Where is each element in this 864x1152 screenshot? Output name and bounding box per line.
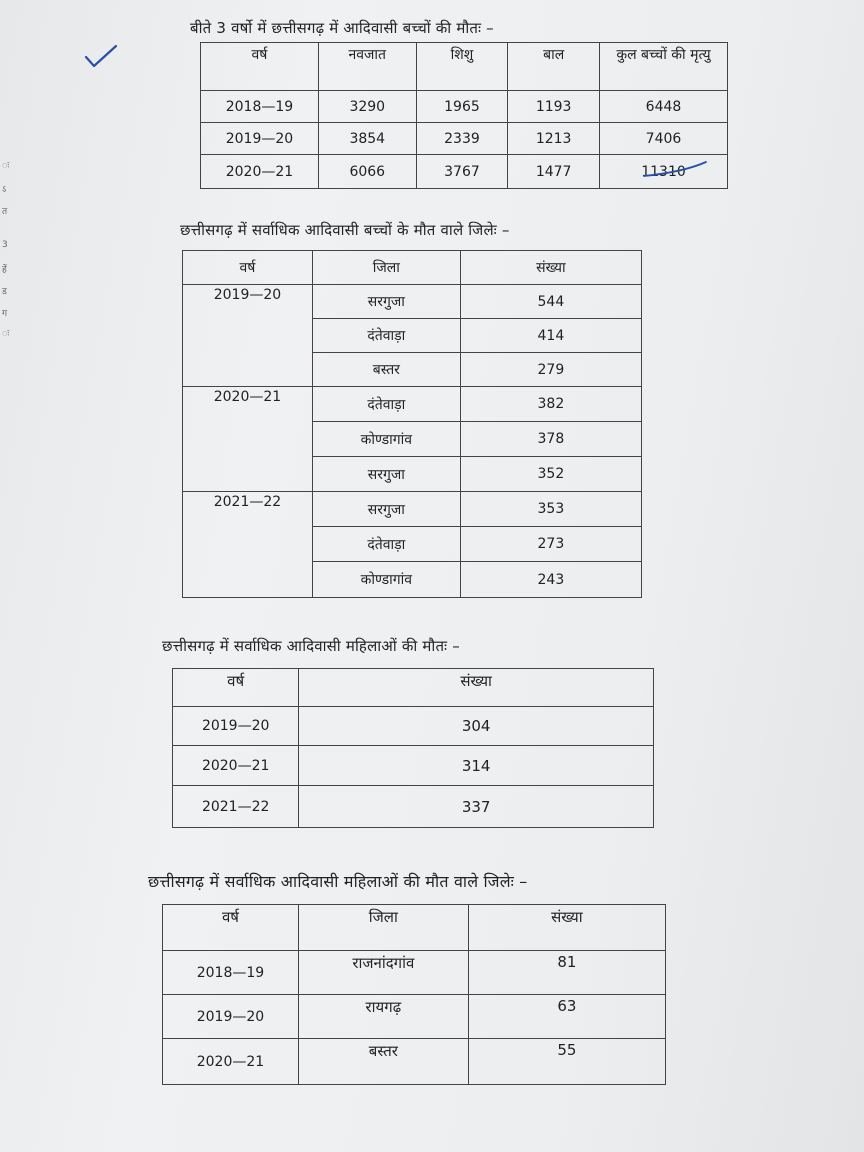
table-header-row xyxy=(173,669,654,707)
column-header: जिला xyxy=(312,251,460,285)
district-cell: सरगुजा xyxy=(312,457,460,492)
year-cell: 2019—20 xyxy=(173,707,299,746)
value-cell: 3767 xyxy=(416,155,508,189)
year-cell: 2018—19 xyxy=(201,91,319,123)
value-cell: 7406 xyxy=(600,123,728,155)
column-header: शिशु xyxy=(416,43,508,91)
year-cell: 2021—22 xyxy=(183,492,313,598)
table-row xyxy=(183,492,642,527)
district-cell: कोण्डागांव xyxy=(312,562,460,598)
district-cell: बस्तर xyxy=(298,1039,468,1085)
table-header-row xyxy=(163,905,666,951)
count-cell: 337 xyxy=(299,786,654,828)
district-cell: सरगुजा xyxy=(312,492,460,527)
value-cell: 1477 xyxy=(508,155,600,189)
count-cell: 63 xyxy=(468,995,665,1039)
value-cell: 1965 xyxy=(416,91,508,123)
table-header-row xyxy=(183,251,642,285)
district-cell: दंतेवाड़ा xyxy=(312,319,460,353)
table-row xyxy=(183,285,642,319)
count-cell: 544 xyxy=(460,285,641,319)
value-cell: 1193 xyxy=(508,91,600,123)
count-cell: 243 xyxy=(460,562,641,598)
table-row xyxy=(163,995,666,1039)
count-cell: 279 xyxy=(460,353,641,387)
year-cell: 2020—21 xyxy=(163,1039,299,1085)
women-deaths-table xyxy=(172,668,654,828)
column-header: संख्या xyxy=(299,669,654,707)
column-header: नवजात xyxy=(318,43,416,91)
value-cell: 6066 xyxy=(318,155,416,189)
column-header: संख्या xyxy=(460,251,641,285)
margin-mark: ऽ xyxy=(2,185,7,195)
table2-heading: छत्तीसगढ़ में सर्वाधिक आदिवासी बच्चों के मौत वाले जिलेः – xyxy=(180,221,510,239)
value-cell: 2339 xyxy=(416,123,508,155)
year-cell: 2020—21 xyxy=(173,746,299,786)
women-death-districts-table xyxy=(162,904,666,1085)
column-header: वर्ष xyxy=(173,669,299,707)
column-header: कुल बच्चों की मृत्यु xyxy=(600,43,728,91)
district-cell: सरगुजा xyxy=(312,285,460,319)
margin-mark: ग xyxy=(2,309,8,319)
table-header-row xyxy=(201,43,728,91)
count-cell: 314 xyxy=(299,746,654,786)
table-row xyxy=(173,786,654,828)
margin-mark: ः xyxy=(2,161,10,171)
district-cell: कोण्डागांव xyxy=(312,422,460,457)
district-cell: बस्तर xyxy=(312,353,460,387)
column-header: जिला xyxy=(298,905,468,951)
year-cell: 2021—22 xyxy=(173,786,299,828)
count-cell: 352 xyxy=(460,457,641,492)
table-row xyxy=(201,123,728,155)
margin-mark: 3 xyxy=(2,240,8,250)
year-cell: 2020—21 xyxy=(183,387,313,492)
count-cell: 81 xyxy=(468,951,665,995)
value-cell: 3854 xyxy=(318,123,416,155)
table-row xyxy=(173,707,654,746)
district-cell: दंतेवाड़ा xyxy=(312,387,460,422)
margin-mark: ड xyxy=(2,287,7,297)
year-cell: 2019—20 xyxy=(183,285,313,387)
margin-mark: हें xyxy=(2,265,7,275)
year-cell: 2018—19 xyxy=(163,951,299,995)
table-row xyxy=(183,387,642,422)
value-cell: 1213 xyxy=(508,123,600,155)
year-cell: 2019—20 xyxy=(201,123,319,155)
margin-mark: ः xyxy=(2,329,10,339)
count-cell: 414 xyxy=(460,319,641,353)
column-header: संख्या xyxy=(468,905,665,951)
value-cell: 6448 xyxy=(600,91,728,123)
table-row xyxy=(163,951,666,995)
margin-mark: त xyxy=(2,207,8,217)
count-cell: 353 xyxy=(460,492,641,527)
child-death-districts-table xyxy=(182,250,642,598)
column-header: बाल xyxy=(508,43,600,91)
table3-heading: छत्तीसगढ़ में सर्वाधिक आदिवासी महिलाओं की मौतः – xyxy=(162,637,460,655)
column-header: वर्ष xyxy=(183,251,313,285)
count-cell: 382 xyxy=(460,387,641,422)
table-row xyxy=(201,91,728,123)
pen-underline-mark xyxy=(640,158,710,180)
district-cell: दंतेवाड़ा xyxy=(312,527,460,562)
count-cell: 55 xyxy=(468,1039,665,1085)
count-cell: 304 xyxy=(299,707,654,746)
table1-heading: बीते 3 वर्षो में छत्तीसगढ़ में आदिवासी बच्चों की मौतः – xyxy=(190,19,494,37)
value-cell: 3290 xyxy=(318,91,416,123)
district-cell: राजनांदगांव xyxy=(298,951,468,995)
table4-heading: छत्तीसगढ़ में सर्वाधिक आदिवासी महिलाओं की मौत वाले जिलेः – xyxy=(148,872,528,891)
column-header: वर्ष xyxy=(163,905,299,951)
count-cell: 273 xyxy=(460,527,641,562)
table-row xyxy=(163,1039,666,1085)
year-cell: 2019—20 xyxy=(163,995,299,1039)
checkmark-icon xyxy=(84,44,118,70)
district-cell: रायगढ़ xyxy=(298,995,468,1039)
table-row xyxy=(173,746,654,786)
column-header: वर्ष xyxy=(201,43,319,91)
value-cell: 11310 xyxy=(600,155,728,189)
year-cell: 2020—21 xyxy=(201,155,319,189)
count-cell: 378 xyxy=(460,422,641,457)
